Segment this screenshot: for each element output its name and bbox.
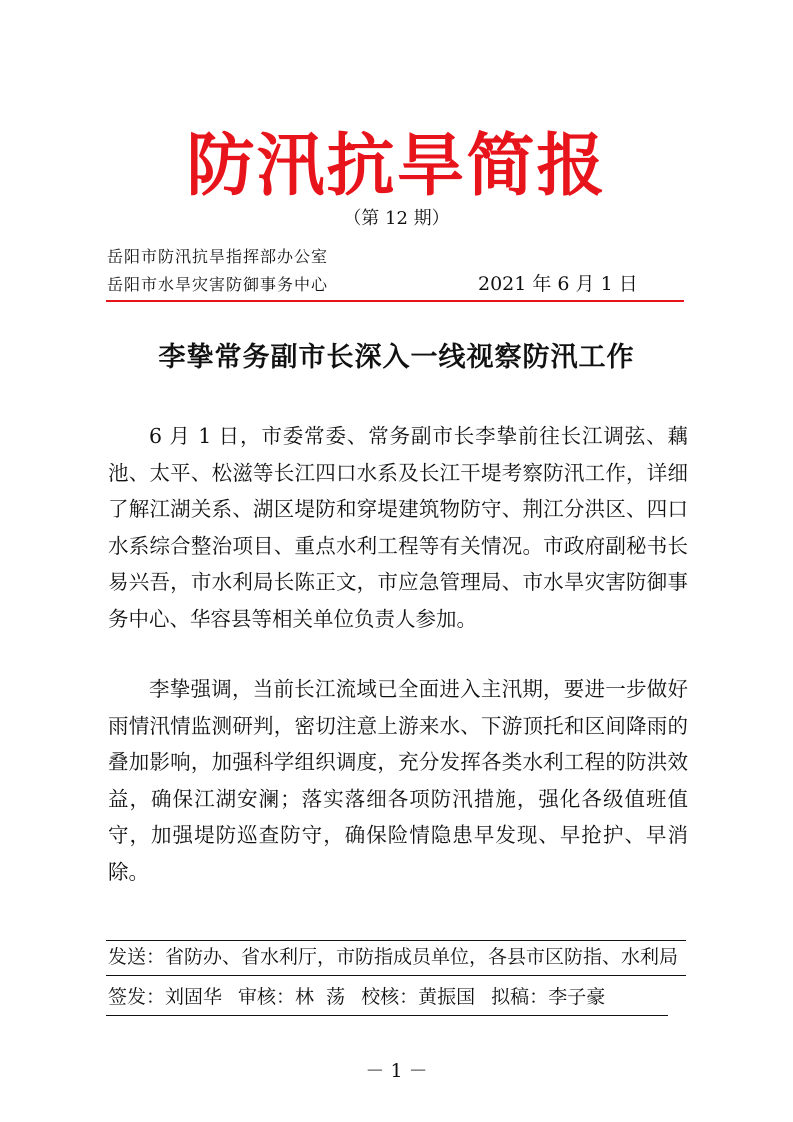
issuer-org-2: 岳阳市水旱灾害防御事务中心 <box>107 275 329 294</box>
article-paragraph: 6 月 1 日，市委常委、常务副市长李挚前往长江调弦、藕池、太平、松滋等长江四口水系及长江干堤考察防汛工作，详细了解江湖关系、湖区堤防和穿堤建筑物防守、荆江分洪区、四口水系综合整治项目、重点水利工程等有关情况。市政府副秘书长易兴吾，市水利局长陈正文，市应急管理局、市水旱灾害防御事务中心、华容县等相关单位负责人参加。 <box>108 424 688 631</box>
article-title: 李挚常务副市长深入一线视察防汛工作 <box>158 342 635 373</box>
distribution-divider-bottom <box>106 1015 668 1016</box>
distribution-divider-middle <box>106 975 686 976</box>
page-number: － 1 － <box>365 1060 428 1082</box>
checker-name: 黄振国 <box>418 986 476 1008</box>
signer-label: 签发： <box>108 986 166 1008</box>
checker-label: 校核： <box>361 986 419 1008</box>
send-recipients: 省防办、省水利厅，市防指成员单位，各县市区防指、水利局 <box>165 946 679 968</box>
distribution-send-line <box>108 942 688 972</box>
distribution-divider-top <box>106 940 686 941</box>
send-label: 发送： <box>108 946 166 968</box>
issuer-org-1: 岳阳市防汛抗旱指挥部办公室 <box>107 247 329 266</box>
drafter-label: 拟稿： <box>491 986 549 1008</box>
issue-number: （第 12 期） <box>343 208 450 229</box>
distribution-sign-line <box>108 982 688 1012</box>
signer-name: 刘固华 <box>165 986 223 1008</box>
header-divider <box>106 300 684 302</box>
reviewer-label: 审核： <box>238 986 296 1008</box>
article-paragraph: 李挚强调，当前长江流域已全面进入主汛期，要进一步做好雨情汛情监测研判，密切注意上游来水、下游顶托和区间降雨的叠加影响，加强科学组织调度，充分发挥各类水利工程的防洪效益，确保江湖安澜；落实落细各项防汛措施，强化各级值班值守，加强堤防巡查防守，确保险情隐患早发现、早抢护、早消除。 <box>108 677 688 884</box>
drafter-name: 李子豪 <box>548 986 606 1008</box>
masthead-title: 防汛抗旱简报 <box>186 126 607 206</box>
issue-date: 2021 年 6 月 1 日 <box>478 273 638 295</box>
reviewer-name: 林 荡 <box>295 986 346 1008</box>
